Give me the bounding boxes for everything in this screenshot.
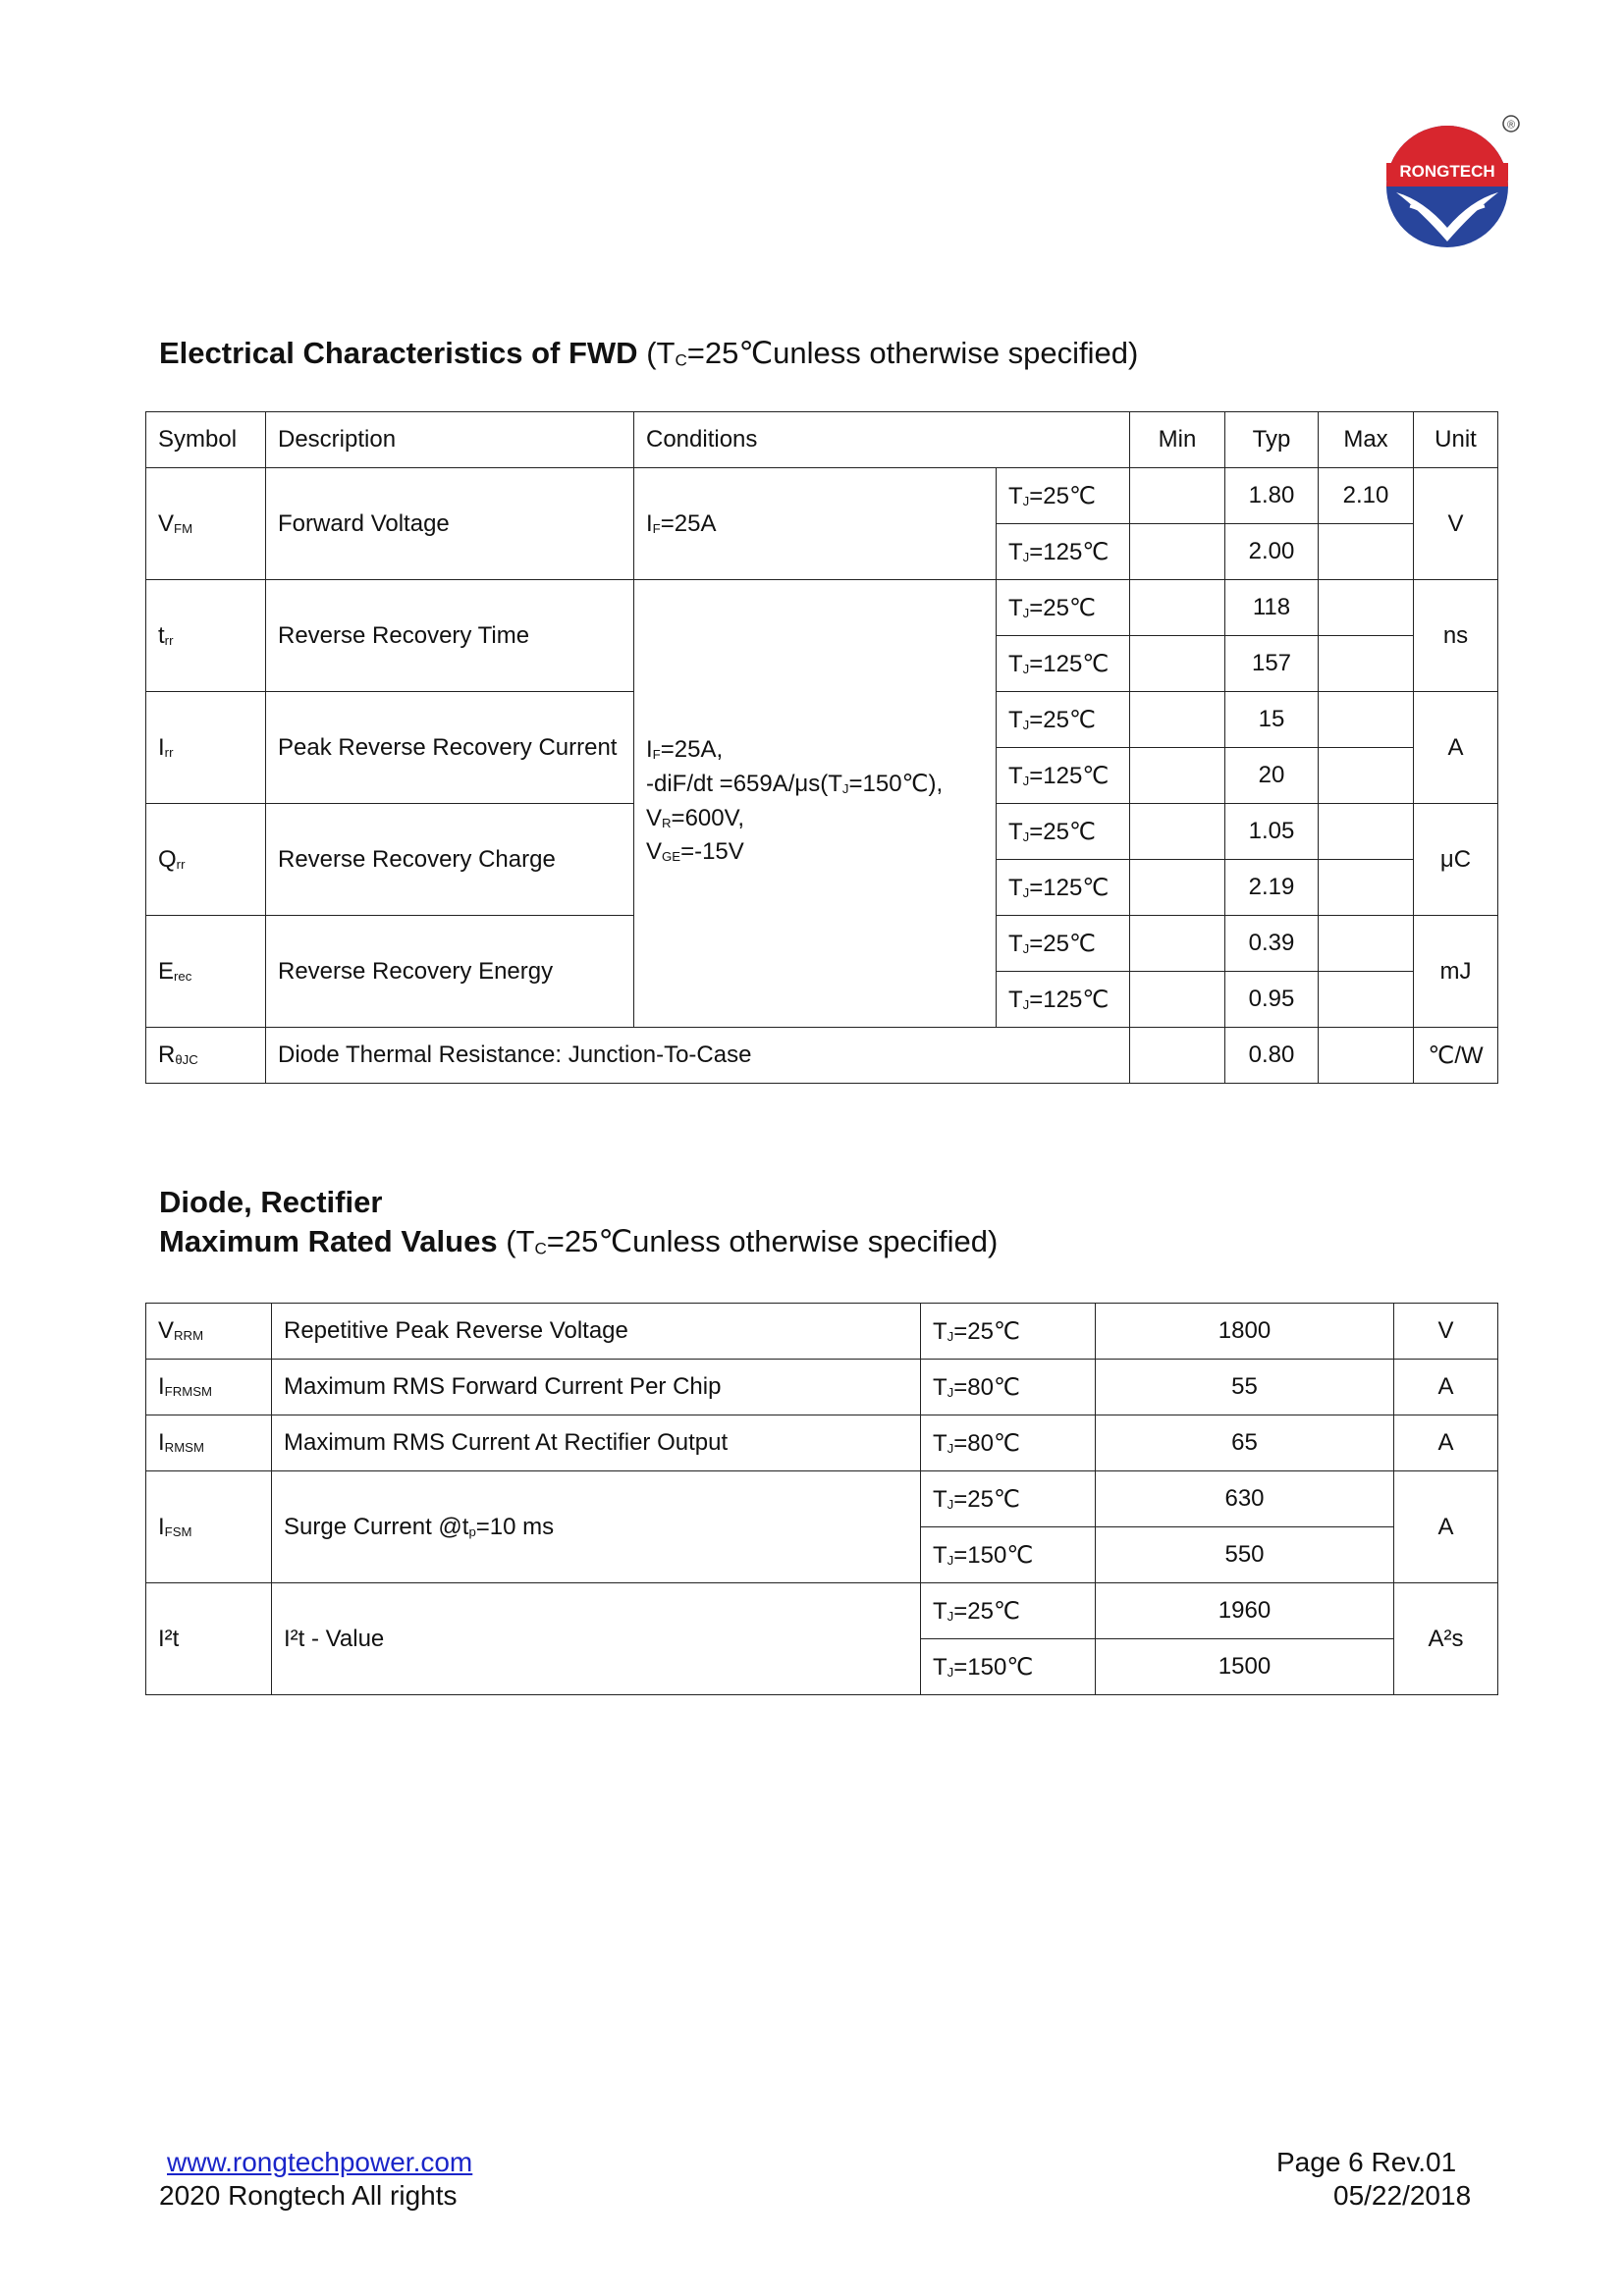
table-row [146, 1028, 1498, 1084]
footer-copyright: 2020 Rongtech All rights [159, 2180, 458, 2211]
rectifier-section-title-1: Diode, Rectifier [159, 1185, 383, 1219]
symbol-ifrmsm: $I_{FRMSM}$ [146, 1360, 272, 1415]
unit-vrrm: V [1394, 1304, 1498, 1360]
tj-cond: $T_J=25℃$ [921, 1583, 1096, 1639]
rated-value: 550 [1096, 1527, 1394, 1583]
header-conditions: Conditions [634, 412, 1130, 468]
symbol-ifsm: $I_{FSM}$ [146, 1471, 272, 1583]
desc-ifrmsm: Maximum RMS Forward Current Per Chip [272, 1360, 921, 1415]
typ-value: 0.39 [1225, 916, 1319, 972]
footer-page: Page 6 Rev.01 [1276, 2147, 1457, 2177]
desc-i2t: I²t - Value [272, 1583, 921, 1695]
empty-cell [1130, 692, 1225, 748]
typ-value: 118 [1225, 580, 1319, 636]
rated-value: 1500 [1096, 1639, 1394, 1695]
symbol-irmsm: $I_{RMSM}$ [146, 1415, 272, 1471]
header-description: Description [266, 412, 634, 468]
unit-ifrmsm: A [1394, 1360, 1498, 1415]
tj-cond: $T_J=25℃$ [921, 1304, 1096, 1360]
tj-cond: $T_J=150℃$ [921, 1639, 1096, 1695]
typ-value: 1.05 [1225, 804, 1319, 860]
tj-cond: $T_J=125℃$ [997, 748, 1130, 804]
typ-value: 1.80 [1225, 468, 1319, 524]
symbol-vfm: $V_{FM}$ [146, 468, 266, 580]
empty-cell [1319, 972, 1414, 1028]
fwd-section-title: Electrical Characteristics of FWD ($T_C=25℃unless$ otherwise specified) [159, 336, 1139, 370]
table-row [146, 1304, 1498, 1360]
header-typ: Typ [1225, 412, 1319, 468]
symbol-rthjc: $R_{\theta JC}$ [146, 1028, 266, 1084]
symbol-erec: $E_{rec}$ [146, 916, 266, 1028]
unit-irmsm: A [1394, 1415, 1498, 1471]
empty-cell [1130, 468, 1225, 524]
rated-value: 65 [1096, 1415, 1394, 1471]
symbol-qrr: $Q_{rr}$ [146, 804, 266, 916]
table-row [146, 1471, 1498, 1527]
max-value: 2.10 [1319, 468, 1414, 524]
empty-cell [1319, 748, 1414, 804]
desc-trr: Reverse Recovery Time [266, 580, 634, 692]
typ-value: 15 [1225, 692, 1319, 748]
empty-cell [1130, 860, 1225, 916]
typ-value: 157 [1225, 636, 1319, 692]
empty-cell [1319, 524, 1414, 580]
empty-cell [1130, 972, 1225, 1028]
unit-ifsm: A [1394, 1471, 1498, 1583]
desc-vrrm: Repetitive Peak Reverse Voltage [272, 1304, 921, 1360]
tj-cond: $T_J=125℃$ [997, 524, 1130, 580]
unit-erec: mJ [1414, 916, 1498, 1028]
table-row [146, 1360, 1498, 1415]
typ-value: 2.19 [1225, 860, 1319, 916]
unit-vfm: V [1414, 468, 1498, 580]
fwd-header-row [146, 412, 1498, 468]
typ-value: 2.00 [1225, 524, 1319, 580]
rated-value: 630 [1096, 1471, 1394, 1527]
empty-cell [1130, 916, 1225, 972]
empty-cell [1319, 916, 1414, 972]
desc-rthjc: Diode Thermal Resistance: Junction-To-Case [266, 1028, 1130, 1084]
empty-cell [1130, 748, 1225, 804]
rated-value: 55 [1096, 1360, 1394, 1415]
header-max: Max [1319, 412, 1414, 468]
tj-cond: $T_J=125℃$ [997, 972, 1130, 1028]
empty-cell [1319, 580, 1414, 636]
tj-cond: $T_J=125℃$ [997, 636, 1130, 692]
empty-cell [1130, 804, 1225, 860]
desc-qrr: Reverse Recovery Charge [266, 804, 634, 916]
desc-irr: Peak Reverse Recovery Current [266, 692, 634, 804]
tj-cond: $T_J=25℃$ [997, 468, 1130, 524]
rongtech-logo [1377, 110, 1522, 255]
symbol-trr: $t_{rr}$ [146, 580, 266, 692]
tj-cond: $T_J=25℃$ [997, 580, 1130, 636]
typ-value: 0.95 [1225, 972, 1319, 1028]
tj-cond: $T_J=150℃$ [921, 1527, 1096, 1583]
typ-value: 0.80 [1225, 1028, 1319, 1084]
desc-erec: Reverse Recovery Energy [266, 916, 634, 1028]
tj-cond: $T_J=80℃$ [921, 1360, 1096, 1415]
table-row [146, 1583, 1498, 1639]
desc-irmsm: Maximum RMS Current At Rectifier Output [272, 1415, 921, 1471]
unit-i2t: A²s [1394, 1583, 1498, 1695]
symbol-vrrm: $V_{RRM}$ [146, 1304, 272, 1360]
header-unit: Unit [1414, 412, 1498, 468]
empty-cell [1130, 636, 1225, 692]
empty-cell [1319, 860, 1414, 916]
unit-trr: ns [1414, 580, 1498, 692]
tj-cond: $T_J=25℃$ [997, 692, 1130, 748]
shared-conditions: $I_F=25A$, $-diF/dt =659A/\mu s(T_J=150℃)$, $V_R=600V$, $V_{GE}=-15V$ [634, 580, 997, 1028]
table-row [146, 1415, 1498, 1471]
logo-text: RONGTECH [1399, 162, 1495, 181]
unit-qrr: μC [1414, 804, 1498, 916]
tj-cond: $T_J=25℃$ [997, 804, 1130, 860]
rectifier-section-title-2: Maximum Rated Values ($T_C=25℃unless$ otherwise specified) [159, 1224, 999, 1258]
rectifier-table [145, 1303, 1498, 1695]
empty-cell [1130, 524, 1225, 580]
symbol-irr: $I_{rr}$ [146, 692, 266, 804]
rated-value: 1960 [1096, 1583, 1394, 1639]
footer-website-link[interactable]: www.rongtechpower.com [167, 2147, 473, 2177]
desc-ifsm: Surge Current $@t_p=10$ ms [272, 1471, 921, 1583]
table-row [146, 468, 1498, 524]
fwd-table [145, 411, 1498, 1084]
tj-cond: $T_J=25℃$ [997, 916, 1130, 972]
empty-cell [1319, 636, 1414, 692]
typ-value: 20 [1225, 748, 1319, 804]
empty-cell [1319, 804, 1414, 860]
unit-rthjc: ℃/W [1414, 1028, 1498, 1084]
tj-cond: $T_J=80℃$ [921, 1415, 1096, 1471]
empty-cell [1130, 1028, 1225, 1084]
table-row [146, 580, 1498, 636]
cond-vfm: $I_F=25A$ [634, 468, 997, 580]
header-symbol: Symbol [146, 412, 266, 468]
tj-cond: $T_J=125℃$ [997, 860, 1130, 916]
rated-value: 1800 [1096, 1304, 1394, 1360]
header-min: Min [1130, 412, 1225, 468]
registered-mark: ® [1506, 119, 1516, 132]
tj-cond: $T_J=25℃$ [921, 1471, 1096, 1527]
footer-date: 05/22/2018 [1333, 2180, 1472, 2211]
empty-cell [1319, 1028, 1414, 1084]
empty-cell [1130, 580, 1225, 636]
unit-irr: A [1414, 692, 1498, 804]
empty-cell [1319, 692, 1414, 748]
desc-vfm: Forward Voltage [266, 468, 634, 580]
symbol-i2t: I²t [146, 1583, 272, 1695]
